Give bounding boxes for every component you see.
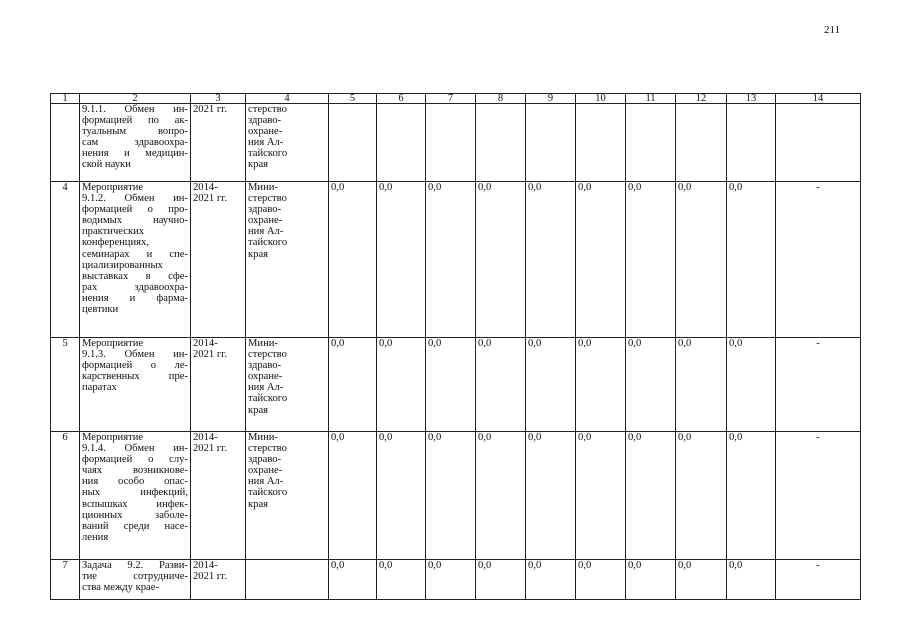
value-cell: 0,0 <box>727 338 776 432</box>
period-cell <box>191 560 246 600</box>
program-activities-table <box>50 93 861 600</box>
cell-text-line: конференциях, <box>82 237 149 249</box>
table-row <box>51 182 861 338</box>
value-cell: 0,0 <box>727 560 776 600</box>
value-cell <box>377 104 426 182</box>
value-cell: 0,0 <box>676 338 727 432</box>
value-cell: 0,0 <box>626 560 676 600</box>
cell-text-line: чаях возникнове- <box>82 465 188 477</box>
column-number: 12 <box>676 94 727 104</box>
value-cell: 0,0 <box>329 432 377 560</box>
activity-name-cell <box>80 104 191 182</box>
cell-text-line: Мини- <box>248 338 278 349</box>
value-cell: 0,0 <box>576 338 626 432</box>
page-number: 211 <box>824 24 841 36</box>
activity-name-cell <box>80 560 191 600</box>
cell-text-line: вспышках инфек- <box>82 498 188 510</box>
cell-text-line: охране- <box>248 215 283 227</box>
value-cell: 0,0 <box>676 432 727 560</box>
value-cell <box>626 104 676 182</box>
cell-text-line: стерство <box>248 104 287 115</box>
cell-text-line: ваний среди насе- <box>82 520 188 532</box>
cell-text-line: ления <box>82 531 109 543</box>
column-number: 10 <box>576 94 626 104</box>
cell-text-line: охране- <box>248 371 283 383</box>
column-number: 13 <box>727 94 776 104</box>
cell-text-line: тайского <box>248 148 288 160</box>
cell-text-line: здраво- <box>248 204 282 216</box>
cell-text-line: охране- <box>248 465 283 477</box>
cell-text-line: циализированных <box>82 259 163 271</box>
column-number: 7 <box>426 94 476 104</box>
value-cell: 0,0 <box>426 432 476 560</box>
row-number-cell: 7 <box>51 560 80 600</box>
cell-text-line: 9.1.4. Обмен ин- <box>82 443 188 455</box>
cell-text-line: Мини- <box>248 432 278 443</box>
cell-text-line: края <box>248 404 269 416</box>
cell-text-line: 2014- <box>193 432 218 443</box>
cell-text-line: нения и фарма- <box>82 292 188 304</box>
cell-text-line: 9.1.2. Обмен ин- <box>82 193 188 205</box>
executor-cell <box>246 432 329 560</box>
value-cell: 0,0 <box>576 432 626 560</box>
column-number: 9 <box>526 94 576 104</box>
activity-name-cell <box>80 432 191 560</box>
note-cell: - <box>776 182 861 338</box>
cell-text-line: формацией по ак- <box>82 115 188 127</box>
value-cell <box>476 104 526 182</box>
cell-text-line: формацией о про- <box>82 204 188 216</box>
cell-text-line: тайского <box>248 237 288 249</box>
cell-text-line: тие сотрудниче- <box>82 571 188 583</box>
value-cell: 0,0 <box>727 432 776 560</box>
value-cell <box>526 104 576 182</box>
cell-text-line: ния Ал- <box>248 226 284 238</box>
cell-text-line: стерство <box>248 443 287 455</box>
value-cell: 0,0 <box>377 432 426 560</box>
cell-text-line: Задача 9.2. Разви- <box>82 560 188 571</box>
cell-text-line: выставках в сфе- <box>82 270 188 282</box>
table-row <box>51 104 861 182</box>
value-cell: 0,0 <box>626 182 676 338</box>
column-number: 6 <box>377 94 426 104</box>
cell-text-line: края <box>248 498 269 510</box>
value-cell: 0,0 <box>476 432 526 560</box>
cell-text-line: цевтики <box>82 304 119 316</box>
cell-text-line: 2021 гг. <box>193 443 227 455</box>
activity-name-cell <box>80 182 191 338</box>
cell-text-line: 2021 гг. <box>193 349 227 361</box>
cell-text-line: нения и медицин- <box>82 148 188 160</box>
cell-text-line: края <box>248 248 269 260</box>
value-cell: 0,0 <box>576 182 626 338</box>
cell-text-line: 2014- <box>193 182 218 193</box>
value-cell: 0,0 <box>727 182 776 338</box>
cell-text-line: здраво- <box>248 454 282 466</box>
cell-text-line: 2014- <box>193 560 218 571</box>
cell-text-line: Мероприятие <box>82 432 144 443</box>
cell-text-line: паратах <box>82 382 117 394</box>
cell-text-line: карственных пре- <box>82 371 188 383</box>
period-cell <box>191 432 246 560</box>
value-cell: 0,0 <box>329 560 377 600</box>
cell-text-line: ской науки <box>82 159 131 171</box>
cell-text-line: 2021 гг. <box>193 104 227 115</box>
row-number-cell: 5 <box>51 338 80 432</box>
value-cell: 0,0 <box>526 338 576 432</box>
value-cell: 0,0 <box>329 182 377 338</box>
cell-text-line: 9.1.1. Обмен ин- <box>82 104 188 115</box>
column-number: 4 <box>246 94 329 104</box>
value-cell <box>329 104 377 182</box>
column-number: 8 <box>476 94 526 104</box>
cell-text-line: туальным вопро- <box>82 126 188 138</box>
cell-text-line: ства между крае- <box>82 582 159 594</box>
cell-text-line: рах здравоохра- <box>82 281 188 293</box>
table-row <box>51 560 861 600</box>
value-cell: 0,0 <box>329 338 377 432</box>
table-header-row <box>51 94 861 104</box>
value-cell: 0,0 <box>676 560 727 600</box>
row-number-cell: 4 <box>51 182 80 338</box>
period-cell <box>191 104 246 182</box>
cell-text-line: формацией о ле- <box>82 360 188 372</box>
cell-text-line: ния особо опас- <box>82 476 188 488</box>
row-number-cell: 6 <box>51 432 80 560</box>
value-cell: 0,0 <box>576 560 626 600</box>
value-cell: 0,0 <box>426 560 476 600</box>
value-cell <box>426 104 476 182</box>
period-cell <box>191 182 246 338</box>
row-number-cell <box>51 104 80 182</box>
cell-text-line: тайского <box>248 487 288 499</box>
column-number: 11 <box>626 94 676 104</box>
value-cell: 0,0 <box>476 338 526 432</box>
value-cell <box>676 104 727 182</box>
activity-name-cell <box>80 338 191 432</box>
value-cell: 0,0 <box>377 338 426 432</box>
column-number: 14 <box>776 94 861 104</box>
cell-text-line: тайского <box>248 393 288 405</box>
value-cell: 0,0 <box>626 338 676 432</box>
value-cell: 0,0 <box>476 182 526 338</box>
value-cell: 0,0 <box>526 560 576 600</box>
cell-text-line: 2021 гг. <box>193 571 227 583</box>
value-cell: 0,0 <box>426 182 476 338</box>
cell-text-line: края <box>248 159 269 171</box>
value-cell: 0,0 <box>377 560 426 600</box>
value-cell: 0,0 <box>476 560 526 600</box>
value-cell: 0,0 <box>526 432 576 560</box>
table-row <box>51 338 861 432</box>
executor-cell <box>246 338 329 432</box>
cell-text-line: ния Ал- <box>248 476 284 488</box>
cell-text-line: формацией о слу- <box>82 454 188 466</box>
cell-text-line: водимых научно- <box>82 215 188 227</box>
cell-text-line: 9.1.3. Обмен ин- <box>82 349 188 361</box>
cell-text-line: Мини- <box>248 182 278 193</box>
cell-text-line: ционных заболе- <box>82 509 188 521</box>
cell-text-line: ных инфекций, <box>82 487 188 499</box>
note-cell: - <box>776 560 861 600</box>
cell-text-line: здраво- <box>248 360 282 372</box>
cell-text-line: стерство <box>248 349 287 361</box>
cell-text-line: Мероприятие <box>82 338 144 349</box>
note-cell <box>776 104 861 182</box>
cell-text-line: стерство <box>248 193 287 205</box>
cell-text-line: Мероприятие <box>82 182 144 193</box>
column-number: 3 <box>191 94 246 104</box>
value-cell: 0,0 <box>526 182 576 338</box>
cell-text-line: ния Ал- <box>248 382 284 394</box>
executor-cell <box>246 560 329 600</box>
cell-text-line: 2021 гг. <box>193 193 227 205</box>
cell-text-line: здраво- <box>248 115 282 127</box>
cell-text-line: сам здравоохра- <box>82 137 188 149</box>
column-number: 2 <box>80 94 191 104</box>
note-cell: - <box>776 338 861 432</box>
cell-text-line: ния Ал- <box>248 137 284 149</box>
column-number: 5 <box>329 94 377 104</box>
value-cell <box>576 104 626 182</box>
period-cell <box>191 338 246 432</box>
value-cell: 0,0 <box>377 182 426 338</box>
value-cell: 0,0 <box>676 182 727 338</box>
value-cell <box>727 104 776 182</box>
value-cell: 0,0 <box>626 432 676 560</box>
value-cell: 0,0 <box>426 338 476 432</box>
executor-cell <box>246 182 329 338</box>
table-row <box>51 432 861 560</box>
cell-text-line: 2014- <box>193 338 218 349</box>
cell-text-line: практических <box>82 226 145 238</box>
column-number: 1 <box>51 94 80 104</box>
executor-cell <box>246 104 329 182</box>
cell-text-line: семинарах и спе- <box>82 248 188 260</box>
cell-text-line: охране- <box>248 126 283 138</box>
note-cell: - <box>776 432 861 560</box>
